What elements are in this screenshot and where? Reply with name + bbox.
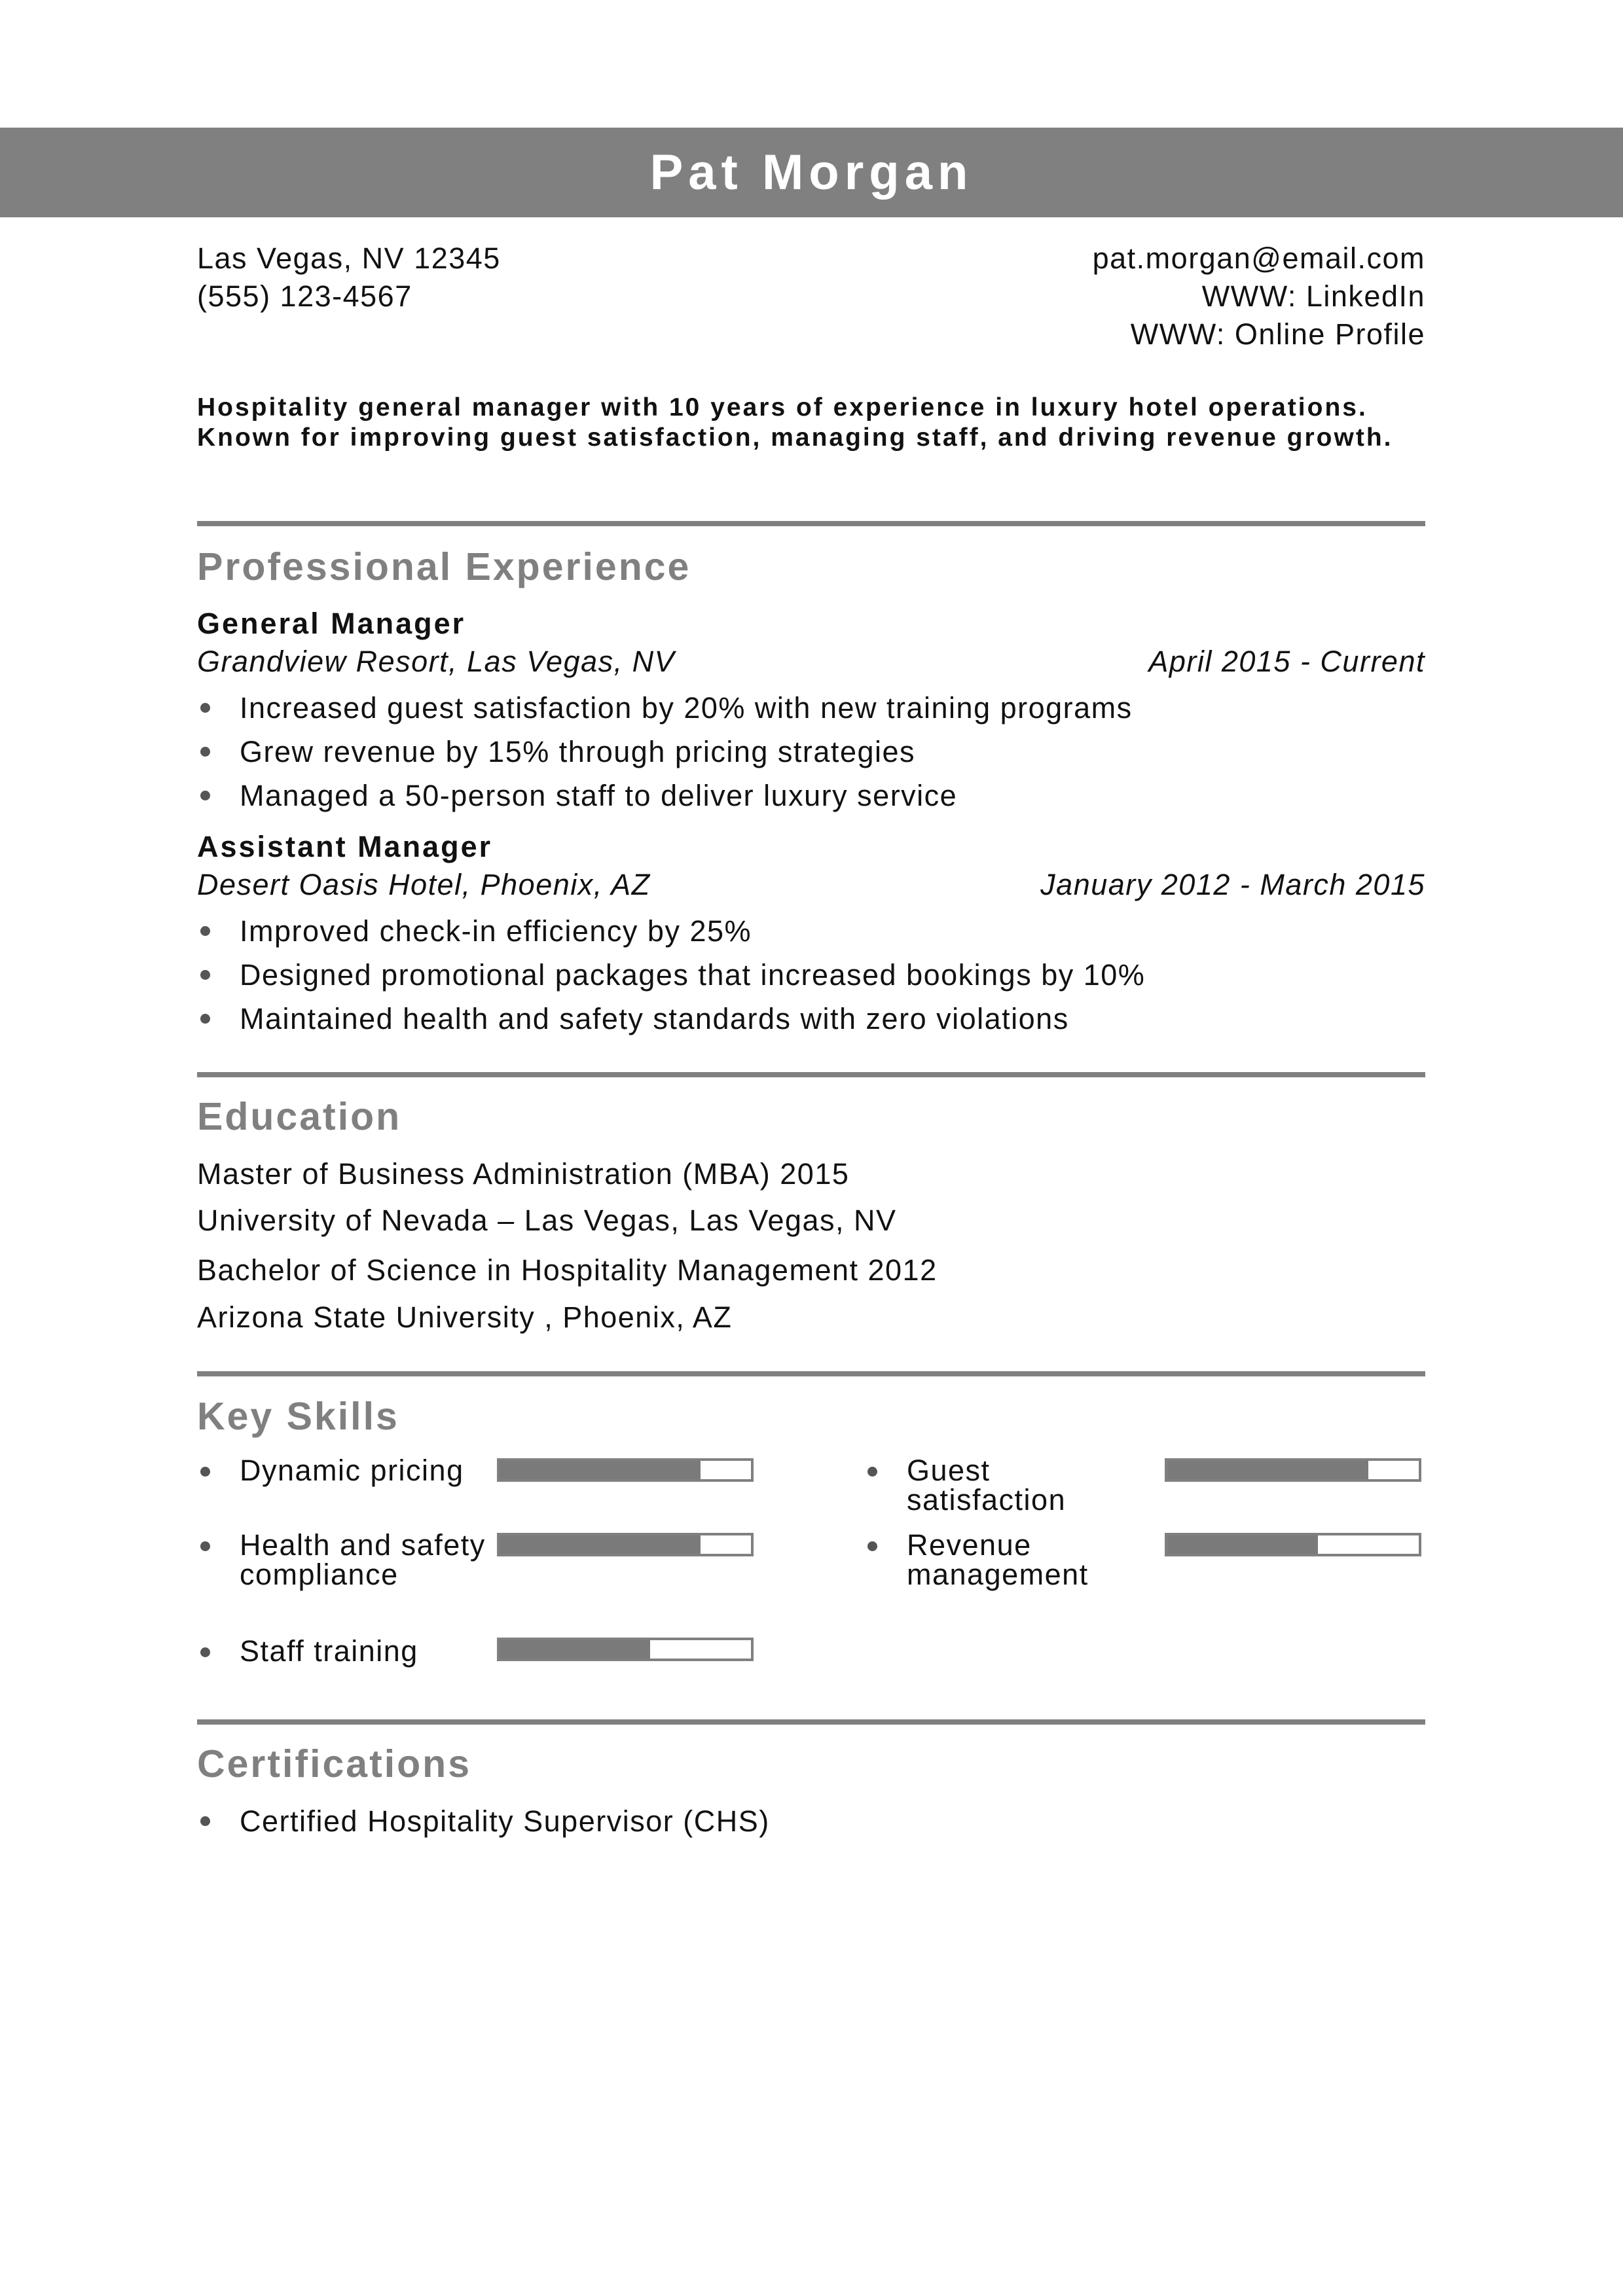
bullet-icon <box>200 703 210 713</box>
section-divider <box>197 521 1425 526</box>
bullet-icon <box>200 1541 210 1551</box>
skill-label: Health and safety compliance <box>240 1528 486 1591</box>
skill-level-bar <box>497 1638 754 1661</box>
degree: Bachelor of Science in Hospitality Management 2012 <box>197 1253 938 1287</box>
bullet-icon <box>200 1816 210 1826</box>
contact-phone: (555) 123-4567 <box>197 279 412 313</box>
education-heading: Education <box>197 1095 402 1138</box>
job-title: General Manager <box>197 607 466 640</box>
section-divider <box>197 1072 1425 1077</box>
bullet-icon <box>200 1467 210 1477</box>
job-company: Desert Oasis Hotel, Phoenix, AZ <box>197 868 651 901</box>
section-divider <box>197 1719 1425 1725</box>
online-profile-link[interactable]: WWW: Online Profile <box>1130 317 1425 351</box>
skill-level-bar <box>1165 1533 1421 1556</box>
list-item: Increased guest satisfaction by 20% with new training programs <box>240 691 1133 725</box>
bullet-icon <box>200 926 210 936</box>
section-divider <box>197 1371 1425 1376</box>
list-item: Designed promotional packages that increased bookings by 10% <box>240 958 1146 992</box>
skill-label: Dynamic pricing <box>240 1454 464 1487</box>
name-banner <box>0 128 1623 217</box>
job-company: Grandview Resort, Las Vegas, NV <box>197 645 676 678</box>
linkedin-link[interactable]: WWW: LinkedIn <box>1201 279 1425 313</box>
skill-label: Guest satisfaction <box>907 1454 1067 1516</box>
list-item: Maintained health and safety standards with zero violations <box>240 1002 1069 1035</box>
skills-heading: Key Skills <box>197 1395 399 1438</box>
school: University of Nevada – Las Vegas, Las Vegas, NV <box>197 1204 897 1237</box>
list-item: Managed a 50-person staff to deliver luxury service <box>240 779 958 812</box>
job-dates: April 2015 - Current <box>1148 645 1425 678</box>
skill-level-fill <box>500 1535 701 1554</box>
list-item: Improved check-in efficiency by 25% <box>240 914 752 948</box>
degree: Master of Business Administration (MBA) 2015 <box>197 1157 850 1191</box>
professional-summary: Hospitality general manager with 10 years of experience in luxury hotel operations. Known for improving guest satisfaction, managing staff, and driving revenue growth. <box>197 393 1393 452</box>
bullet-icon <box>867 1541 877 1551</box>
bullet-icon <box>200 1014 210 1024</box>
skill-level-bar <box>497 1458 754 1482</box>
contact-address: Las Vegas, NV 12345 <box>197 242 501 275</box>
skill-label: Revenue management <box>907 1528 1089 1591</box>
list-item: Grew revenue by 15% through pricing strategies <box>240 735 916 768</box>
certifications-heading: Certifications <box>197 1742 472 1785</box>
contact-email[interactable]: pat.morgan@email.com <box>1092 242 1425 275</box>
job-dates: January 2012 - March 2015 <box>1040 868 1425 901</box>
skill-level-bar <box>497 1533 754 1556</box>
skill-level-bar <box>1165 1458 1421 1482</box>
skill-level-fill <box>500 1640 650 1659</box>
school: Arizona State University , Phoenix, AZ <box>197 1300 733 1334</box>
candidate-name: Pat Morgan <box>649 145 974 200</box>
job-title: Assistant Manager <box>197 830 493 863</box>
bullet-icon <box>867 1467 877 1477</box>
skill-label: Staff training <box>240 1634 418 1668</box>
experience-heading: Professional Experience <box>197 545 691 588</box>
skill-level-fill <box>1167 1461 1368 1479</box>
skill-level-fill <box>500 1461 701 1479</box>
bullet-icon <box>200 970 210 980</box>
bullet-icon <box>200 791 210 800</box>
skill-level-fill <box>1167 1535 1318 1554</box>
bullet-icon <box>200 1647 210 1657</box>
bullet-icon <box>200 747 210 757</box>
list-item: Certified Hospitality Supervisor (CHS) <box>240 1804 770 1838</box>
